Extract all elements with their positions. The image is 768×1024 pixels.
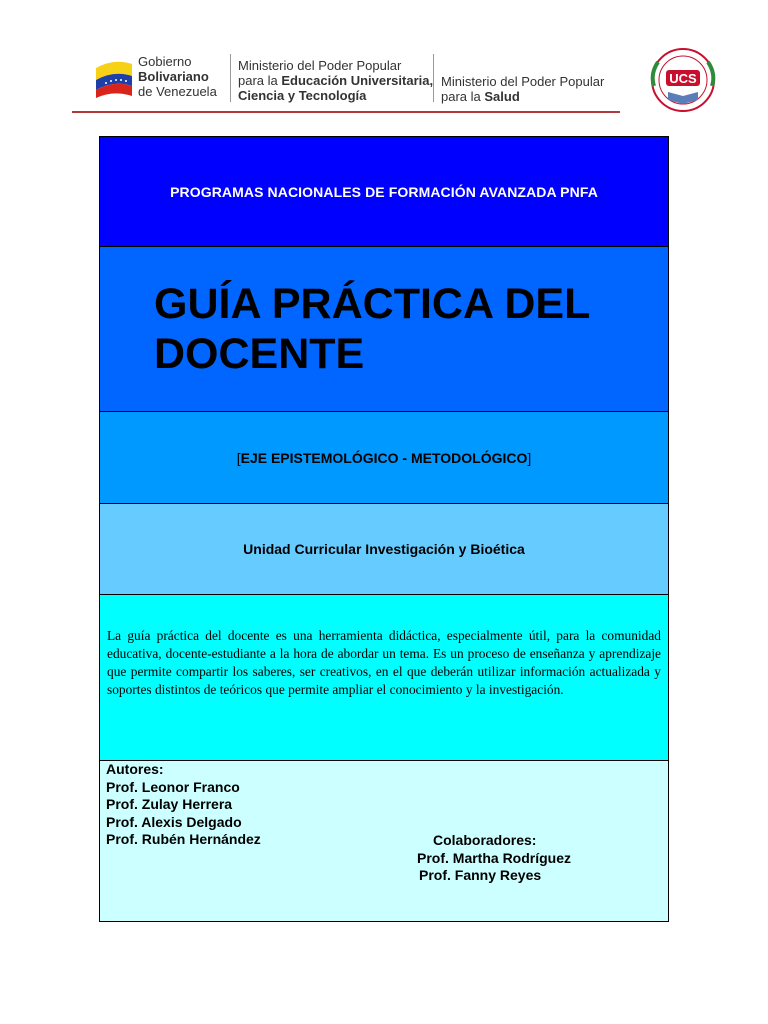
description-text: La guía práctica del docente es una herramienta didáctica, especialmente útil, para la comunidad educativa, docente-estudiante a la hora de abordar un tema. Es un proceso de enseñanza y aprendizaje que permite compartir los saberes, ser creativos, en el que deberán utilizar información actualizada y soportes distintos de teóricos que permite ampliar el conocimiento y la investigación.: [107, 628, 661, 697]
document-title: GUÍA PRÁCTICA DEL DOCENTE: [154, 280, 591, 378]
credits-row: [100, 761, 668, 921]
header-separator: [433, 54, 434, 102]
venezuela-flag-icon: [94, 54, 134, 98]
axis-row: [ EJE EPISTEMOLÓGICO - METODOLÓGICO ]: [100, 412, 668, 504]
authors-label: Autores:: [106, 761, 164, 777]
author-name: Prof. Alexis Delgado: [106, 813, 242, 830]
ministry-health-text: Ministerio del Poder Popular para la Salud: [441, 74, 605, 104]
collaborators-label: Colaboradores:: [433, 832, 537, 848]
title-row: [100, 247, 668, 412]
program-heading: PROGRAMAS NACIONALES DE FORMACIÓN AVANZADA PNFA: [170, 183, 598, 200]
author-name: Prof. Rubén Hernández: [106, 831, 261, 847]
gov-logo-text: Gobierno Bolivariano de Venezuela: [138, 54, 217, 99]
authors-list: [106, 761, 261, 849]
ucs-logo-icon: [642, 46, 724, 116]
author-name: Prof. Leonor Franco: [106, 778, 240, 795]
description-row: [100, 595, 668, 761]
svg-text:UCS: UCS: [669, 71, 697, 86]
collaborator-name: Prof. Fanny Reyes: [419, 867, 542, 883]
axis-label: EJE EPISTEMOLÓGICO - METODOLÓGICO: [240, 449, 528, 466]
program-row: [100, 137, 668, 247]
author-name: Prof. Zulay Herrera: [106, 796, 233, 812]
header-separator: [230, 54, 231, 102]
ministry-education-text: Ministerio del Poder Popular para la Educación Universitaria, Ciencia y Tecnología: [238, 58, 434, 103]
header-banner: [72, 44, 724, 114]
header-divider: [72, 111, 620, 113]
cover-table: [99, 136, 669, 922]
unit-row: [100, 504, 668, 595]
collaborator-name: Prof. Martha Rodríguez: [417, 850, 572, 866]
curricular-unit: Unidad Curricular Investigación y Bioética: [243, 541, 525, 557]
